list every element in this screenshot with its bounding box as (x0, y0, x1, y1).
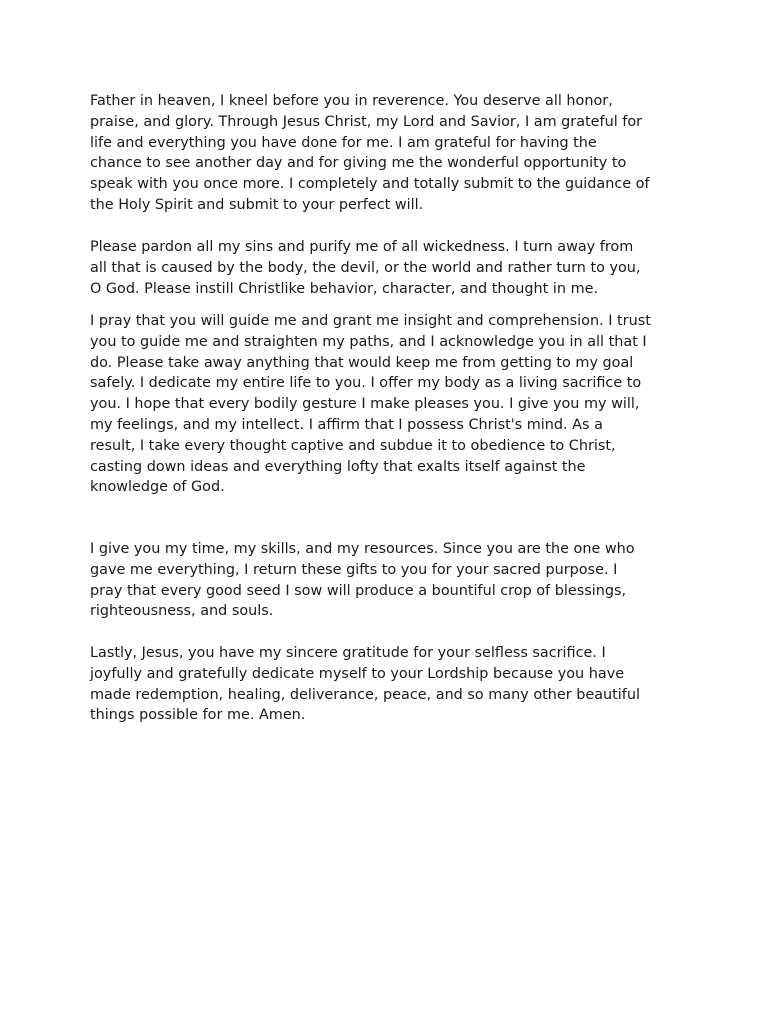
paragraph-guidance: I pray that you will guide me and grant me insight and comprehension. I trust you to guide me and straighten my paths, and I acknowledge you in all that I do. Please take away anything that would keep me from getting to my goal safely. I dedicate my entire life to you. I offer my body as a living sacrifice to you. I hope that every bodily gesture I make pleases you. I give you my will, my feelings, and my intellect. I affirm that I possess Christ's mind. As a result, I take every thought captive and subdue it to obedience to Christ, casting down ideas and everything lofty that exalts itself against the knowledge of God. (90, 313, 651, 496)
paragraph-opening-praise: Father in heaven, I kneel before you in reverence. You deserve all honor, praise, and glory. Through Jesus Christ, my Lord and Savior, I am grateful for life and everything you have done for me. I am grateful for having the chance to see another day and for giving me the wonderful opportunity to speak with you once more. I completely and totally submit to the guidance of the Holy Spirit and submit to your perfect will. (90, 93, 650, 213)
paragraph-pardon: Please pardon all my sins and purify me of all wickedness. I turn away from all that is caused by the body, the devil, or the world and rather turn to you, O God. Please instill Christlike behavior, character, and thought in me. (90, 239, 641, 297)
paragraph-offering: I give you my time, my skills, and my resources. Since you are the one who gave me everything, I return these gifts to you for your sacred purpose. I pray that every good seed I sow will produce a bountiful crop of blessings, righteousness, and souls. (90, 541, 635, 620)
paragraph-closing: Lastly, Jesus, you have my sincere gratitude for your selfless sacrifice. I joyfully and gratefully dedicate myself to your Lordship because you have made redemption, healing, deliverance, peace, and so many other beautiful things possible for me. Amen. (90, 645, 640, 724)
